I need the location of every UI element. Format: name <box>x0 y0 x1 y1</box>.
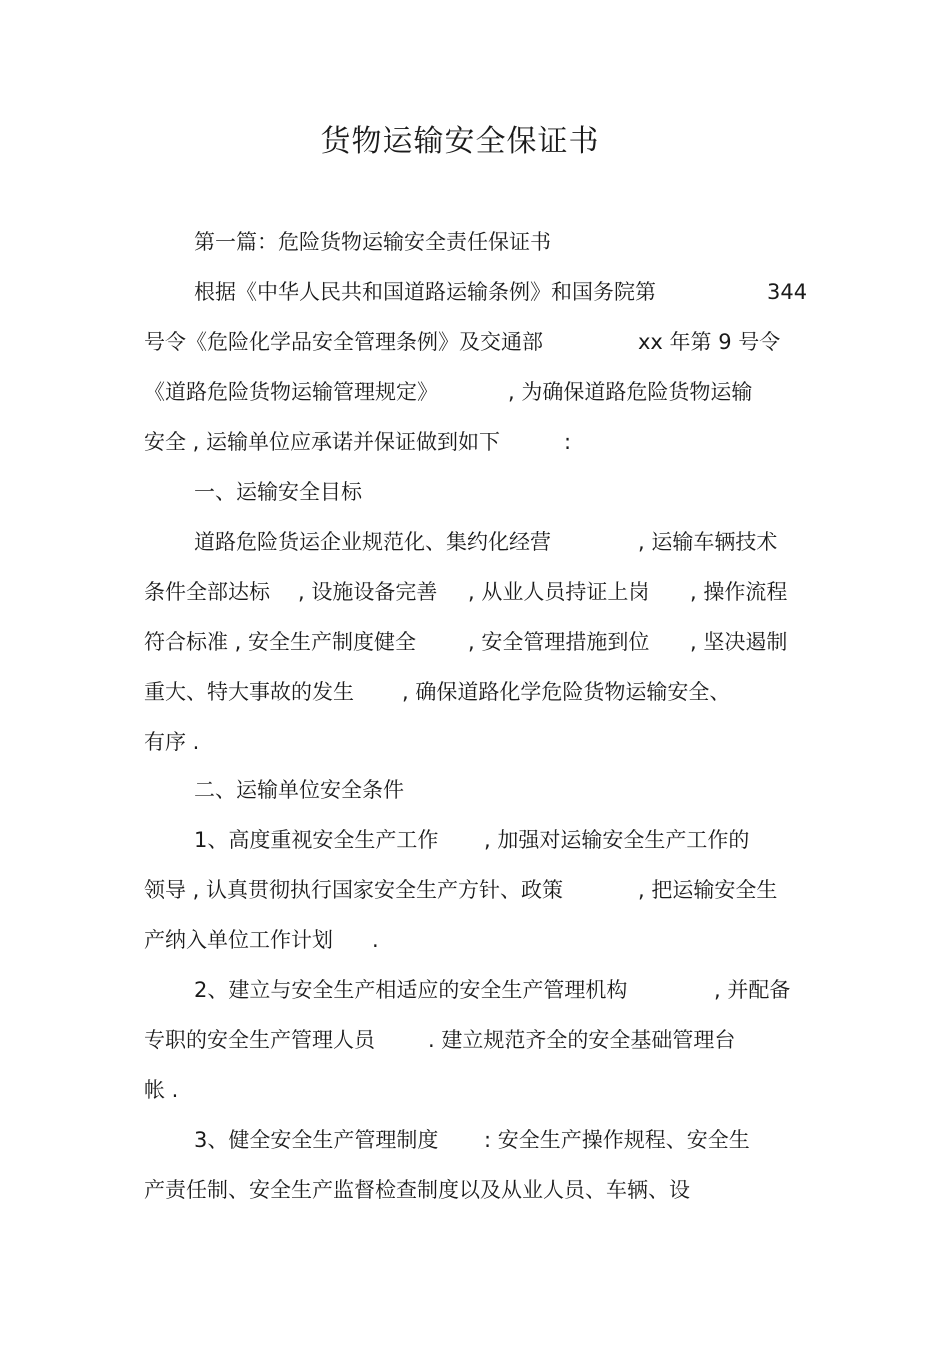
text-segment: , 把运输安全生 <box>638 878 778 902</box>
text-line <box>144 872 824 908</box>
text-segment: 领导 , 认真贯彻执行国家安全生产方针、政策 <box>144 878 564 902</box>
text-segment: : <box>564 430 572 454</box>
text-segment: 产纳入单位工作计划 <box>144 928 333 952</box>
text-line <box>144 922 824 958</box>
text-segment: , 加强对运输安全生产工作的 <box>484 828 750 852</box>
text-segment: , 从业人员持证上岗 <box>468 580 650 604</box>
text-segment: , 并配备 <box>714 978 791 1002</box>
text-line <box>144 724 824 760</box>
text-segment: 3、健全安全生产管理制度 <box>194 1128 439 1152</box>
text-segment: 安全 , 运输单位应承诺并保证做到如下 <box>144 430 501 454</box>
text-segment: 二、运输单位安全条件 <box>194 778 404 802</box>
text-line <box>144 224 824 260</box>
text-line <box>144 524 824 560</box>
text-segment: 帐 . <box>144 1078 179 1102</box>
text-segment: , 设施设备完善 <box>298 580 438 604</box>
text-segment: 号令《危险化学品安全管理条例》及交通部 <box>144 330 543 354</box>
text-line <box>144 1172 824 1208</box>
text-line <box>144 574 824 610</box>
text-segment: 有序 . <box>144 730 200 754</box>
text-line <box>144 1072 824 1108</box>
text-line <box>144 424 824 460</box>
text-segment: , 安全管理措施到位 <box>468 630 650 654</box>
text-line <box>144 1022 824 1058</box>
text-line <box>144 274 824 310</box>
text-segment: 1、高度重视安全生产工作 <box>194 828 439 852</box>
text-segment: , 为确保道路危险货物运输 <box>508 380 753 404</box>
text-line <box>144 972 824 1008</box>
text-segment: , 操作流程 <box>690 580 788 604</box>
text-segment: , 确保道路化学危险货物运输安全、 <box>402 680 731 704</box>
text-line <box>144 474 824 510</box>
text-segment: 根据《中华人民共和国道路运输条例》和国务院第 <box>194 280 656 304</box>
text-segment: , 坚决遏制 <box>690 630 788 654</box>
text-segment: 道路危险货运企业规范化、集约化经营 <box>194 530 551 554</box>
text-segment: 第一篇：危险货物运输安全责任保证书 <box>194 230 551 254</box>
text-line <box>144 772 824 808</box>
text-segment: 产责任制、安全生产监督检查制度以及从业人员、车辆、设 <box>144 1178 690 1202</box>
text-segment: . 建立规范齐全的安全基础管理台 <box>428 1028 736 1052</box>
text-segment: , 运输车辆技术 <box>638 530 778 554</box>
text-line <box>144 1122 824 1158</box>
text-segment: 条件全部达标 <box>144 580 270 604</box>
text-line <box>144 674 824 710</box>
text-segment: 一、运输安全目标 <box>194 480 362 504</box>
text-segment: xx 年第 9 号令 <box>638 330 781 354</box>
text-segment: 专职的安全生产管理人员 <box>144 1028 375 1052</box>
text-line <box>144 624 824 660</box>
document-title: 货物运输安全保证书 <box>320 124 600 159</box>
text-segment: 重大、特大事故的发生 <box>144 680 354 704</box>
text-segment: 2、建立与安全生产相适应的安全生产管理机构 <box>194 978 628 1002</box>
text-segment: . <box>372 928 379 952</box>
text-segment: 符合标准 , 安全生产制度健全 <box>144 630 417 654</box>
text-segment: : 安全生产操作规程、安全生 <box>484 1128 750 1152</box>
text-segment: 344 <box>767 280 808 304</box>
text-segment: 《道路危险货物运输管理规定》 <box>144 380 438 404</box>
text-line <box>144 374 824 410</box>
text-line <box>144 324 824 360</box>
text-line <box>144 822 824 858</box>
